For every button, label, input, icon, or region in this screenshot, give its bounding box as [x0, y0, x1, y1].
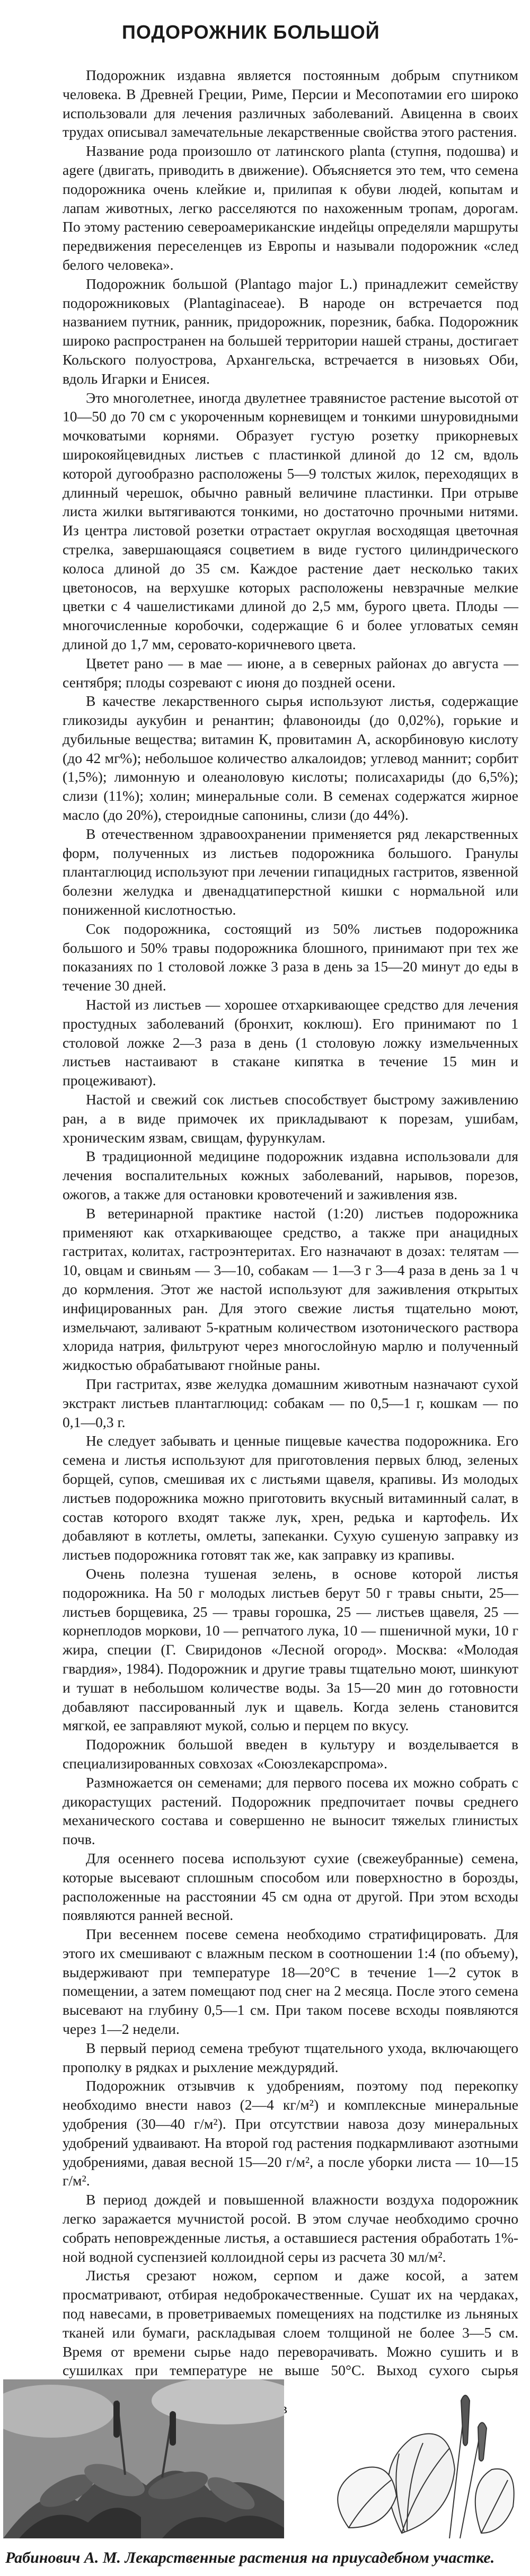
plantain-drawing [290, 2379, 524, 2538]
paragraph: В первый период семена требуют тщательного ухода, включающего прополку в рядках и рыхление междурядий. [63, 2039, 518, 2075]
illustrations [0, 2379, 530, 2538]
paragraph: Подорожник большой (Plantago major L.) принадлежит семейству подорожниковых (Plantaginaceae). В народе он встречается под названием путник, ранник, придорожник, порезник, бабка. Подорожник широко распространен на большей территории нашей страны, достигает Кольского полуострова, Архангельска, встречается в низовьях Оби, вдоль Игарки и Енисея. [63, 275, 518, 387]
paragraph: Это многолетнее, иногда двулетнее травянистое растение высотой от 10—50 до 70 см с укороченным корневищем и тонкими шнуровидными мочковатыми корнями. Образует густую розетку прикорневых широкояйцевидных листьев с пластинкой длиной до 12 см, вдоль которой дугообразно расположены 5—9 толстых жилок, переходящих в длинный черешок, обычно равный величине пластинки. При отрыве листа жилки вытягиваются тонкими, но достаточно прочными нитями. Из центра листовой розетки отрастает округлая восходящая цветочная стрелка, завершающаяся соцветием в виде густого цилиндрического колоса длиной до 35 см. Каждое растение дает несколько таких цветоносов, на верхушке которых расположены невзрачные мелкие цветки с 4 чашелистиками длиной до 2,5 мм, бурого цвета. Плоды — многочисленные коробочки, содержащие 6 и более угловатых семян длиной до 1,7 мм, серовато-коричневого цвета. [63, 389, 518, 652]
paragraph: Настой и свежий сок листьев способствует быстрому заживлению ран, а в виде примочек их прикладывают к порезам, ушибам, хроническим язвам, свищам, фурункулам. [63, 1091, 518, 1146]
paragraph: В отечественном здравоохранении применяется ряд лекарственных форм, полученных из листьев подорожника большого. Гранулы плантаглюцид используют при лечении гипацидных гастритов, язвенной болезни желудка и двенадцатиперстной кишки с нормальной или пониженной кислотностью. [63, 825, 518, 918]
paragraph: Листья срезают ножом, серпом и даже косой, а затем просматривают, отбирая недоброкачественные. Сушат их на чердаках, под навесами, в проветриваемых помещениях на подстилке из льняных тканей или бумаги, раскладывая слоем толщиной не более 3—5 см. Время от времени сырье надо переворачивать. Можно сушить и в сушилках при температуре не выше 50°С. Выход сухого сырья [63, 2267, 518, 2379]
paragraph: В период дождей и повышенной влажности воздуха подорожник легко заражается мучнистой росой. В этом случае необходимо срочно собрать неповрежденные листья, а оставшиеся растения обработать 1%-ной водной суспензией коллоидной серы из расчета 30 мл/м². [63, 2191, 518, 2265]
plantain-photo [3, 2379, 284, 2538]
paragraph: При весеннем посеве семена необходимо стратифицировать. Для этого их смешивают с влажным песком в соотношении 1:4 (по объему), выдерживают при температуре 18—20°С в течение 1—2 суток в помещении, а затем помещают под снег на 2 месяца. После этого семена высевают на глубину 0,5—1 см. При таком посеве всходы появляются через 1—2 недели. [63, 1926, 518, 2038]
paragraph: Подорожник отзывчив к удобрениям, поэтому под перекопку необходимо внести навоз (2—4 кг/м²) и комплексные минеральные удобрения (30—40 г/м²). При отсутствии навоза дозу минеральных удобрений удваивают. На второй год растения подкармливают азотными удобрениями, давая весной 15—20 г/м², а после уборки листа — 10—15 г/м². [63, 2077, 518, 2189]
article-body [63, 66, 518, 2418]
paragraph: Название рода произошло от латинского planta (ступня, подошва) и agere (двигать, приводить в движение). Объясняется это тем, что семена подорожника очень клейкие и, прилипая к обуви людей, копытам и лапам животных, легко расселяются по нахоженным тропам, дорогам. По этому растению североамериканские индейцы определяли маршруты передвижения переселенцев из Европы и называли подорожник «след белого человека». [63, 143, 518, 273]
source-caption: Рабинович А. М. Лекарственные растения на приусадебном участке. [5, 2549, 495, 2566]
paragraph: Очень полезна тушеная зелень, в основе которой листья подорожника. На 50 г молодых листьев берут 50 г травы сныти, 25— листьев борщевика, 25 — травы горошка, 25 — листьев щавеля, 25 — корнеплодов моркови, 10 — репчатого лука, 10 — пшеничной муки, 10 г жира, специи (Г. Свиридонов «Лесной огород». Москва: «Молодая гвардия», 1984). Подорожник и другие травы тщательно моют, шинкуют и тушат в небольшом количестве воды. За 15—20 мин до готовности добавляют пассированный лук и щавель. Когда зелень становится мягкой, ее заправляют мукой, солью и перцем по вкусу. [63, 1565, 518, 1734]
paragraph: Подорожник большой введен в культуру и возделывается в специализированных совхозах «Союзлекарспрома». [63, 1736, 518, 1772]
paragraph: В традиционной медицине подорожник издавна использовали для лечения воспалительных кожных заболеваний, нарывов, порезов, ожогов, а также для остановки кровотечений и заживления язв. [63, 1148, 518, 1203]
paragraph: Для осеннего посева используют сухие (свежеубранные) семена, которые высевают сплошным способом или поверхностно в борозды, расположенные на расстоянии 45 см одна от другой. При этом всходы появляются ранней весной. [63, 1849, 518, 1924]
paragraph: При гастритах, язве желудка домашним животным назначают сухой экстракт листьев плантаглюцид: собакам — по 0,5—1 г, кошкам — по 0,1—0,3 г. [63, 1375, 518, 1430]
paragraph: Настой из листьев — хорошее отхаркивающее средство для лечения простудных заболеваний (бронхит, коклюш). Его принимают по 1 столовой ложке 2—3 раза в день (1 столовую ложку измельченных листьев настаивают в стакане кипятка в течение 15 мин и процеживают). [63, 996, 518, 1089]
paragraph: Подорожник издавна является постоянным добрым спутником человека. В Древней Греции, Риме, Персии и Месопотамии его широко использовали для лечения различных заболеваний. Авиценна в своих трудах описывал замечательные лекарственные свойства этого растения. [63, 67, 518, 140]
paragraph: Цветет рано — в мае — июне, а в северных районах до августа — сентября; плоды созревают с июня до поздней осени. [63, 654, 518, 691]
page-title: ПОДОРОЖНИК БОЛЬШОЙ [122, 21, 380, 43]
paragraph: В ветеринарной практике настой (1:20) листьев подорожника применяют как отхаркивающее средство, а также при анацидных гастритах, колитах, гастроэнтеритах. Его назначают в дозах: телятам — 10, овцам и свиньям — 3—10, собакам — 1—3 г 3—4 раза в день за 1 ч до кормления. Этот же настой используют для заживления открытых инфицированных ран. Для этого свежие листья тщательно моют, измельчают, заливают 5-кратным количеством изотонического раствора хлорида натрия, фильтруют через многослойную марлю и полученный жидкостью обрабатывают гнойные раны. [63, 1205, 518, 1374]
paragraph: Размножается он семенами; для первого посева их можно собрать с дикорастущих растений. Подорожник предпочитает почвы среднего механического состава и совершенно не выносит тяжелых глинистых почв. [63, 1774, 518, 1848]
paragraph: Не следует забывать и ценные пищевые качества подорожника. Его семена и листья используют для приготовления первых блюд, зеленых борщей, супов, смешивая их с листьями щавеля, крапивы. Из молодых листьев подорожника можно приготовить вкусный витаминный салат, в состав которого входят также лук, хрен, редька и картофель. Их добавляют в котлеты, омлеты, запеканки. Сухую сушеную заправку из листьев подорожника готовят так же, как заправку из крапивы. [63, 1432, 518, 1563]
paragraph: Сок подорожника, состоящий из 50% листьев подорожника большого и 50% травы подорожника блошного, принимают при тех же показаниях по 1 столовой ложке 3 раза в день за 15—20 минут до еды в течение 30 дней. [63, 920, 518, 994]
paragraph: В качестве лекарственного сырья используют листья, содержащие гликозиды аукубин и ренантин; флавоноиды (до 0,02%), горькие и дубильные вещества; витамин К, провитамин А, аскорбиновую кислоту (до 42 мг%); небольшое количество алкалоидов; углевод маннит; сорбит (1,5%); лимонную и олеаноловую кислоты; полисахариды (до 6,5%); слизи (11%); холин; минеральные соли. В семенах содержатся жирное масло (до 20%), стероидные сапонины, слизи (до 44%). [63, 693, 518, 824]
